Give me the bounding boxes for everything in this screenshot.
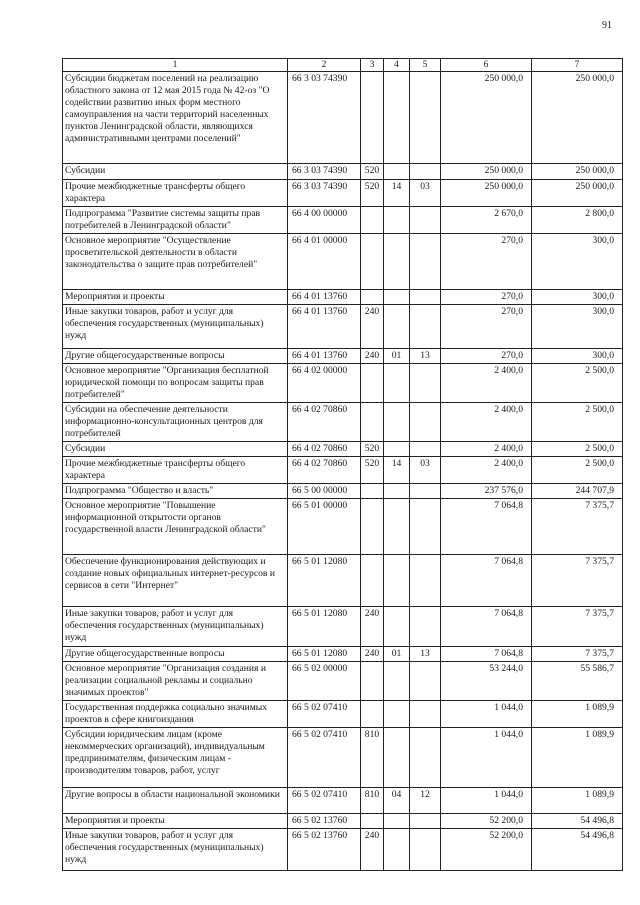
row-name-cell: Обеспечение функционирования действующих и создание новых официальных интернет-ресурсов и сервисов в сети "Интернет": [63, 555, 288, 607]
row-name-cell: Подпрограмма "Общество и власть": [63, 484, 288, 499]
row-rz-cell: [384, 442, 410, 457]
row-pr-cell: 12: [410, 788, 441, 814]
row-rz-cell: [384, 499, 410, 555]
table-row: [63, 234, 623, 290]
row-value-2016-cell: 270,0: [441, 305, 532, 349]
row-vr-cell: [361, 555, 384, 607]
row-value-2017-cell: 2 500,0: [532, 442, 623, 457]
row-value-2017-cell: 1 089,9: [532, 701, 623, 728]
row-value-2017-cell: 2 500,0: [532, 403, 623, 442]
table-row: [63, 788, 623, 814]
row-vr-cell: [361, 290, 384, 305]
row-value-2017-cell: 7 375,7: [532, 607, 623, 647]
row-value-2017-cell: 2 500,0: [532, 364, 623, 403]
row-rz-cell: [384, 164, 410, 180]
row-value-2016-cell: 2 400,0: [441, 403, 532, 442]
row-pr-cell: 13: [410, 647, 441, 662]
row-code-cell: 66 4 02 00000: [288, 364, 361, 403]
table-row: [63, 207, 623, 234]
row-value-2016-cell: 53 244,0: [441, 662, 532, 701]
row-code-cell: 66 3 03 74390: [288, 72, 361, 164]
row-vr-cell: 520: [361, 442, 384, 457]
row-pr-cell: 13: [410, 349, 441, 364]
row-value-2017-cell: 300,0: [532, 305, 623, 349]
row-pr-cell: [410, 305, 441, 349]
header-cell: 3: [361, 59, 384, 72]
row-pr-cell: [410, 829, 441, 871]
row-value-2016-cell: 2 400,0: [441, 442, 532, 457]
row-code-cell: 66 5 02 07410: [288, 701, 361, 728]
row-code-cell: 66 4 01 13760: [288, 349, 361, 364]
row-name-cell: Другие вопросы в области национальной экономики: [63, 788, 288, 814]
row-pr-cell: [410, 164, 441, 180]
table-row: [63, 364, 623, 403]
row-name-cell: Другие общегосударственные вопросы: [63, 349, 288, 364]
row-code-cell: 66 5 01 00000: [288, 499, 361, 555]
row-value-2017-cell: 54 496,8: [532, 814, 623, 829]
row-rz-cell: [384, 364, 410, 403]
row-code-cell: 66 5 01 12080: [288, 555, 361, 607]
header-cell: 4: [384, 59, 410, 72]
row-pr-cell: [410, 701, 441, 728]
row-code-cell: 66 5 00 00000: [288, 484, 361, 499]
row-vr-cell: [361, 662, 384, 701]
header-cell: 5: [410, 59, 441, 72]
row-value-2016-cell: 2 400,0: [441, 364, 532, 403]
table-row: [63, 180, 623, 207]
row-vr-cell: 520: [361, 457, 384, 484]
row-value-2016-cell: 250 000,0: [441, 164, 532, 180]
row-rz-cell: [384, 701, 410, 728]
row-name-cell: Субсидии на обеспечение деятельности информационно-консультационных центров для потребителей: [63, 403, 288, 442]
row-rz-cell: [384, 403, 410, 442]
row-value-2017-cell: 250 000,0: [532, 164, 623, 180]
row-rz-cell: 01: [384, 647, 410, 662]
row-name-cell: Основное мероприятие "Организация бесплатной юридической помощи по вопросам защиты прав потребителей": [63, 364, 288, 403]
row-vr-cell: [361, 234, 384, 290]
row-rz-cell: 04: [384, 788, 410, 814]
row-rz-cell: 14: [384, 457, 410, 484]
row-code-cell: 66 5 02 13760: [288, 814, 361, 829]
table-row: [63, 555, 623, 607]
row-vr-cell: 240: [361, 305, 384, 349]
row-value-2017-cell: 250 000,0: [532, 180, 623, 207]
row-rz-cell: [384, 305, 410, 349]
row-pr-cell: [410, 607, 441, 647]
row-value-2017-cell: 244 707,9: [532, 484, 623, 499]
row-vr-cell: 240: [361, 349, 384, 364]
row-code-cell: 66 4 00 00000: [288, 207, 361, 234]
row-vr-cell: 240: [361, 647, 384, 662]
row-rz-cell: [384, 814, 410, 829]
row-value-2016-cell: 2 670,0: [441, 207, 532, 234]
row-code-cell: 66 3 03 74390: [288, 180, 361, 207]
row-name-cell: Субсидии: [63, 164, 288, 180]
row-name-cell: Иные закупки товаров, работ и услуг для обеспечения государственных (муниципальных) нужд: [63, 305, 288, 349]
row-value-2016-cell: 7 064,8: [441, 647, 532, 662]
row-rz-cell: [384, 829, 410, 871]
row-vr-cell: [361, 364, 384, 403]
row-vr-cell: [361, 403, 384, 442]
table-row: [63, 829, 623, 871]
row-code-cell: 66 4 01 00000: [288, 234, 361, 290]
table-row: [63, 290, 623, 305]
row-value-2016-cell: 52 200,0: [441, 829, 532, 871]
table-row: [63, 164, 623, 180]
row-vr-cell: [361, 72, 384, 164]
row-value-2017-cell: 300,0: [532, 290, 623, 305]
row-name-cell: Основное мероприятие "Осуществление просветительской деятельности в области законодательства о защите прав потребителей": [63, 234, 288, 290]
row-code-cell: 66 5 02 07410: [288, 788, 361, 814]
row-name-cell: Основное мероприятие "Повышение информационной открытости органов государственной власти Ленинградской области": [63, 499, 288, 555]
row-vr-cell: [361, 499, 384, 555]
header-cell: 2: [288, 59, 361, 72]
row-name-cell: Другие общегосударственные вопросы: [63, 647, 288, 662]
row-pr-cell: [410, 555, 441, 607]
table-row: [63, 647, 623, 662]
row-value-2016-cell: 2 400,0: [441, 457, 532, 484]
row-vr-cell: 240: [361, 829, 384, 871]
row-vr-cell: [361, 484, 384, 499]
row-code-cell: 66 5 02 13760: [288, 829, 361, 871]
row-name-cell: Государственная поддержка социально значимых проектов в сфере книгоиздания: [63, 701, 288, 728]
row-vr-cell: [361, 814, 384, 829]
row-pr-cell: [410, 72, 441, 164]
row-value-2016-cell: 1 044,0: [441, 701, 532, 728]
row-rz-cell: [384, 607, 410, 647]
row-code-cell: 66 4 02 70860: [288, 442, 361, 457]
row-vr-cell: [361, 701, 384, 728]
row-pr-cell: [410, 403, 441, 442]
row-value-2017-cell: 2 500,0: [532, 457, 623, 484]
row-name-cell: Субсидии бюджетам поселений на реализацию областного закона от 12 мая 2015 года № 42-оз "О содействии развитию иных форм местного самоуправления на части территорий населенных пунктов Ленинградской области, являющихся административными центрами поселений": [63, 72, 288, 164]
row-name-cell: Субсидии юридическим лицам (кроме некоммерческих организаций), индивидуальным предпринимателям, физическим лицам - производителям товаров, работ, услуг: [63, 728, 288, 788]
row-value-2016-cell: 250 000,0: [441, 72, 532, 164]
row-value-2017-cell: 7 375,7: [532, 647, 623, 662]
row-pr-cell: 03: [410, 457, 441, 484]
row-name-cell: Мероприятия и проекты: [63, 290, 288, 305]
row-value-2016-cell: 237 576,0: [441, 484, 532, 499]
row-name-cell: Подпрограмма "Развитие системы защиты прав потребителей в Ленинградской области": [63, 207, 288, 234]
row-value-2017-cell: 1 089,9: [532, 788, 623, 814]
row-name-cell: Иные закупки товаров, работ и услуг для обеспечения государственных (муниципальных) нужд: [63, 607, 288, 647]
row-value-2017-cell: 2 800,0: [532, 207, 623, 234]
row-pr-cell: [410, 484, 441, 499]
row-vr-cell: 810: [361, 728, 384, 788]
row-vr-cell: 240: [361, 607, 384, 647]
row-rz-cell: [384, 72, 410, 164]
header-cell: 7: [532, 59, 623, 72]
row-value-2017-cell: 250 000,0: [532, 72, 623, 164]
row-value-2017-cell: 1 089,9: [532, 728, 623, 788]
row-pr-cell: [410, 442, 441, 457]
row-pr-cell: [410, 814, 441, 829]
row-vr-cell: 520: [361, 180, 384, 207]
row-value-2017-cell: 7 375,7: [532, 555, 623, 607]
row-value-2016-cell: 7 064,8: [441, 499, 532, 555]
row-value-2016-cell: 250 000,0: [441, 180, 532, 207]
row-rz-cell: 14: [384, 180, 410, 207]
row-rz-cell: [384, 555, 410, 607]
row-value-2016-cell: 270,0: [441, 234, 532, 290]
table-row: [63, 662, 623, 701]
row-name-cell: Прочие межбюджетные трансферты общего характера: [63, 180, 288, 207]
table-row: [63, 72, 623, 164]
page-number: 91: [602, 20, 612, 31]
row-value-2016-cell: 270,0: [441, 290, 532, 305]
row-rz-cell: [384, 290, 410, 305]
table-row: [63, 349, 623, 364]
table-row: [63, 728, 623, 788]
row-code-cell: 66 4 01 13760: [288, 290, 361, 305]
row-pr-cell: 03: [410, 180, 441, 207]
header-cell: 6: [441, 59, 532, 72]
row-pr-cell: [410, 662, 441, 701]
row-value-2017-cell: 300,0: [532, 349, 623, 364]
row-value-2016-cell: 270,0: [441, 349, 532, 364]
row-pr-cell: [410, 234, 441, 290]
table-row: [63, 457, 623, 484]
row-rz-cell: [384, 484, 410, 499]
row-value-2016-cell: 7 064,8: [441, 607, 532, 647]
row-name-cell: Основное мероприятие "Организация создания и реализации социальной рекламы и социально значимых проектов": [63, 662, 288, 701]
header-row: [63, 59, 623, 72]
row-rz-cell: [384, 662, 410, 701]
budget-table: [62, 58, 623, 871]
row-name-cell: Субсидии: [63, 442, 288, 457]
row-code-cell: 66 3 03 74390: [288, 164, 361, 180]
row-value-2016-cell: 1 044,0: [441, 788, 532, 814]
row-code-cell: 66 4 02 70860: [288, 403, 361, 442]
row-pr-cell: [410, 728, 441, 788]
row-value-2016-cell: 1 044,0: [441, 728, 532, 788]
row-pr-cell: [410, 207, 441, 234]
row-vr-cell: 520: [361, 164, 384, 180]
row-code-cell: 66 5 02 07410: [288, 728, 361, 788]
row-vr-cell: 810: [361, 788, 384, 814]
table-row: [63, 442, 623, 457]
row-code-cell: 66 5 02 00000: [288, 662, 361, 701]
row-value-2016-cell: 52 200,0: [441, 814, 532, 829]
row-code-cell: 66 5 01 12080: [288, 647, 361, 662]
table-row: [63, 701, 623, 728]
row-code-cell: 66 5 01 12080: [288, 607, 361, 647]
row-name-cell: Прочие межбюджетные трансферты общего характера: [63, 457, 288, 484]
table-row: [63, 403, 623, 442]
row-rz-cell: [384, 728, 410, 788]
row-code-cell: 66 4 02 70860: [288, 457, 361, 484]
row-rz-cell: [384, 234, 410, 290]
row-vr-cell: [361, 207, 384, 234]
row-rz-cell: 01: [384, 349, 410, 364]
table-row: [63, 814, 623, 829]
row-code-cell: 66 4 01 13760: [288, 305, 361, 349]
table-row: [63, 607, 623, 647]
row-pr-cell: [410, 290, 441, 305]
table-row: [63, 484, 623, 499]
row-value-2017-cell: 7 375,7: [532, 499, 623, 555]
row-name-cell: Иные закупки товаров, работ и услуг для обеспечения государственных (муниципальных) нужд: [63, 829, 288, 871]
row-pr-cell: [410, 499, 441, 555]
row-value-2017-cell: 55 586,7: [532, 662, 623, 701]
row-value-2017-cell: 54 496,8: [532, 829, 623, 871]
header-cell: 1: [63, 59, 288, 72]
row-value-2017-cell: 300,0: [532, 234, 623, 290]
row-value-2016-cell: 7 064,8: [441, 555, 532, 607]
row-pr-cell: [410, 364, 441, 403]
row-rz-cell: [384, 207, 410, 234]
table-row: [63, 499, 623, 555]
table-row: [63, 305, 623, 349]
row-name-cell: Мероприятия и проекты: [63, 814, 288, 829]
